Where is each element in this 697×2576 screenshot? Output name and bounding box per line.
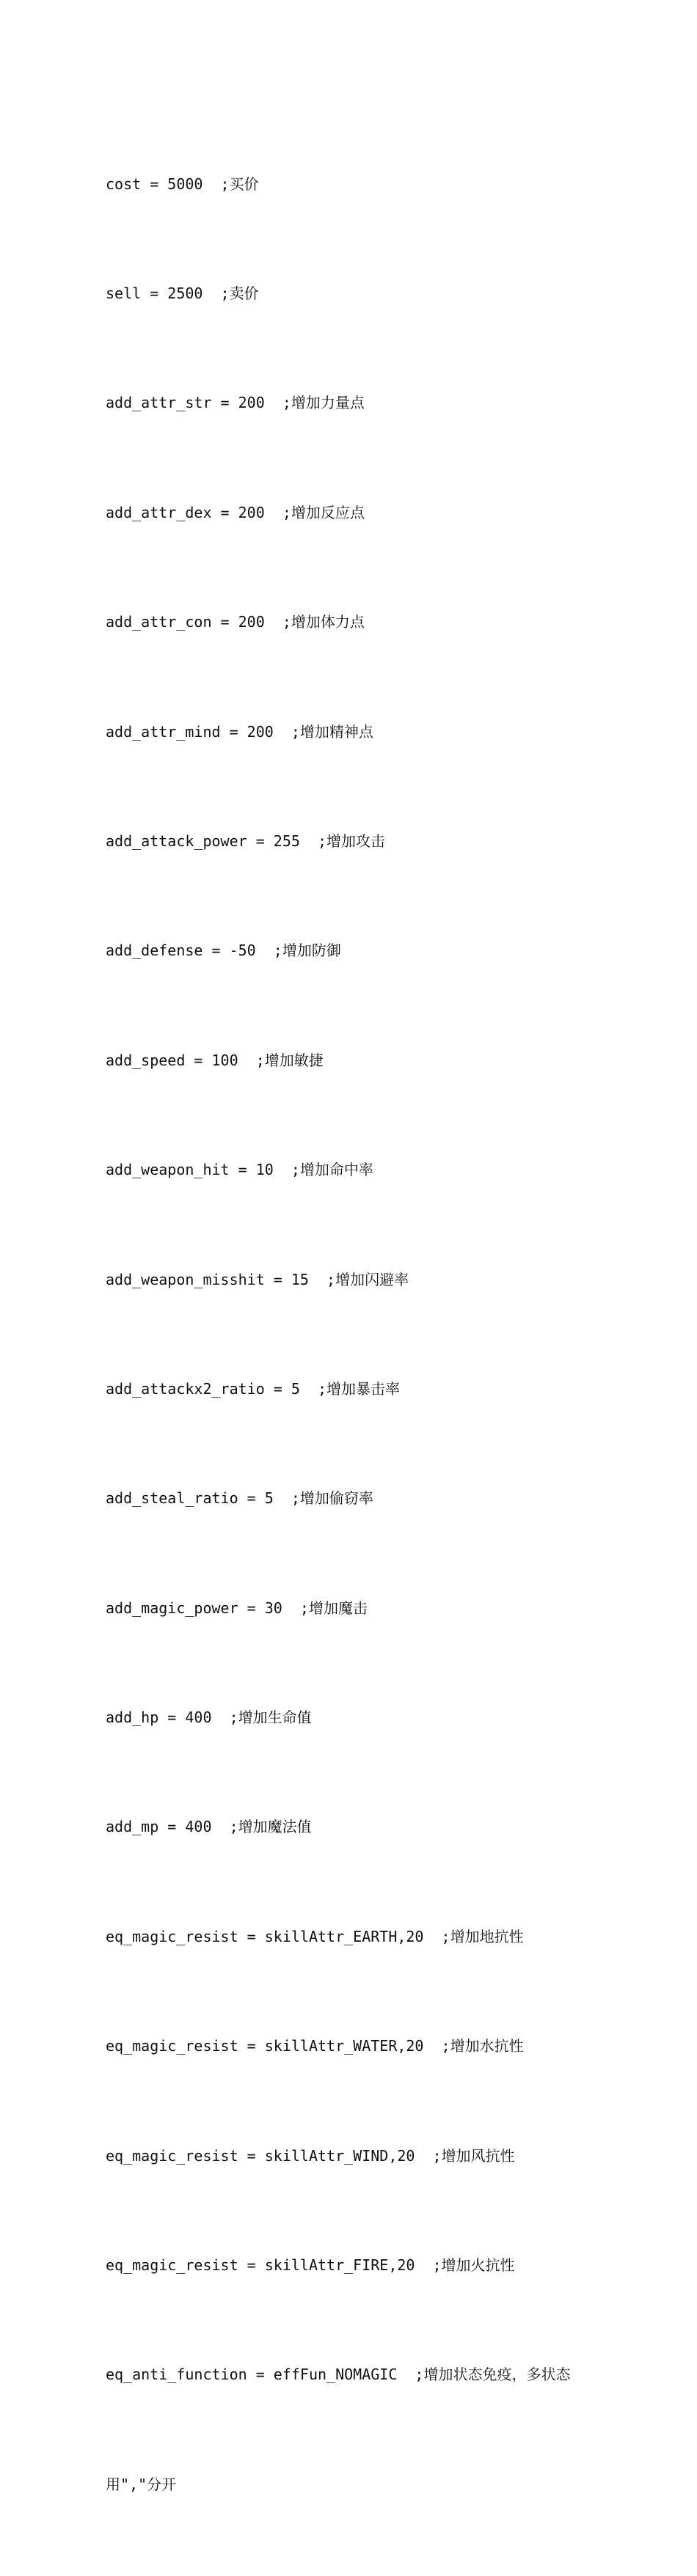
config-line-cost: cost = 5000 ;买价 — [106, 175, 259, 193]
config-line-add-mp: add_mp = 400 ;增加魔法值 — [106, 1818, 312, 1836]
config-line-add-weapon-misshit: add_weapon_misshit = 15 ;增加闪避率 — [106, 1270, 409, 1288]
config-line-add-weapon-hit: add_weapon_hit = 10 ;增加命中率 — [106, 1161, 373, 1179]
config-line-add-attr-str: add_attr_str = 200 ;增加力量点 — [106, 394, 365, 412]
config-line-add-attack-power: add_attack_power = 255 ;增加攻击 — [106, 832, 386, 850]
config-line-add-attackx2-ratio: add_attackx2_ratio = 5 ;增加暴击率 — [106, 1379, 401, 1398]
config-line-add-defense: add_defense = -50 ;增加防御 — [106, 942, 341, 960]
config-line-add-attr-con: add_attr_con = 200 ;增加体力点 — [106, 613, 365, 631]
config-line-anti-function: eq_anti_function = effFun_NOMAGIC ;增加状态免疫，多状态 — [106, 2366, 571, 2384]
config-line-add-speed: add_speed = 100 ;增加敏捷 — [106, 1051, 324, 1069]
config-line-anti-function-continued: 用","分开 — [106, 2475, 177, 2493]
config-line-resist-fire: eq_magic_resist = skillAttr_FIRE,20 ;增加火抗性 — [106, 2256, 515, 2275]
config-line-add-attr-mind: add_attr_mind = 200 ;增加精神点 — [106, 722, 373, 741]
config-line-resist-earth: eq_magic_resist = skillAttr_EARTH,20 ;增加地抗性 — [106, 1927, 524, 1945]
config-line-add-attr-dex: add_attr_dex = 200 ;增加反应点 — [106, 503, 365, 521]
config-line-resist-wind: eq_magic_resist = skillAttr_WIND,20 ;增加风抗性 — [106, 2146, 515, 2165]
config-line-add-magic-power: add_magic_power = 30 ;增加魔击 — [106, 1599, 368, 1617]
config-line-sell: sell = 2500 ;卖价 — [106, 284, 259, 302]
config-line-add-steal-ratio: add_steal_ratio = 5 ;增加偷窃率 — [106, 1489, 373, 1508]
config-text-block — [106, 93, 575, 2576]
config-line-add-hp: add_hp = 400 ;增加生命值 — [106, 1709, 312, 1727]
config-line-resist-water: eq_magic_resist = skillAttr_WATER,20 ;增加水抗性 — [106, 2037, 524, 2055]
